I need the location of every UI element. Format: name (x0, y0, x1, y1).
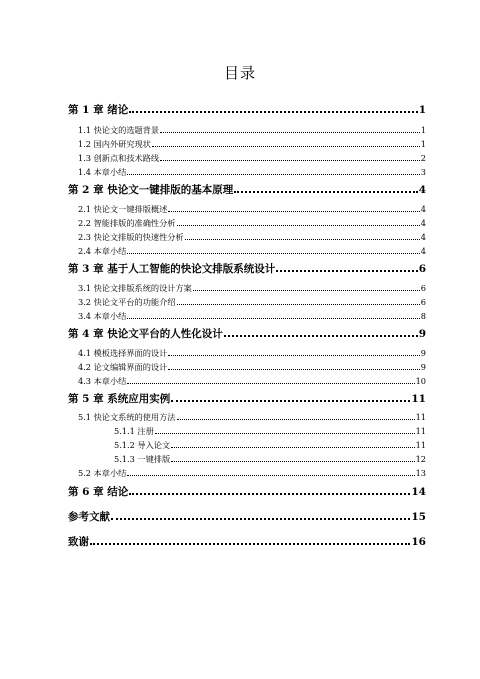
toc-entry[interactable] (68, 283, 426, 294)
toc-entry[interactable] (68, 454, 426, 465)
toc-entry-label: 1.4 本章小结 (78, 167, 127, 177)
dot-leader (171, 392, 410, 402)
toc-entry[interactable] (68, 412, 426, 423)
dot-leader (177, 412, 415, 420)
dot-leader (193, 283, 420, 291)
dot-leader (155, 426, 415, 434)
dot-leader (129, 103, 417, 113)
dot-leader (127, 167, 419, 175)
toc-entry[interactable] (68, 246, 426, 257)
toc-entry[interactable] (68, 509, 426, 524)
toc-entry[interactable] (68, 311, 426, 322)
toc-entry[interactable] (68, 484, 426, 499)
toc-entry-page: 11 (415, 426, 426, 436)
toc-entry-page: 1 (420, 125, 426, 135)
dot-leader (152, 139, 420, 147)
toc-entry-label: 5.1.1 注册 (114, 426, 154, 436)
toc-entry[interactable] (68, 153, 426, 164)
dot-leader (177, 297, 420, 305)
dot-leader (160, 153, 420, 161)
toc-entry-label: 4.2 论文编辑界面的设计 (78, 362, 168, 372)
toc-entry-label: 第 6 章 结论 (68, 486, 129, 498)
toc-entry-label: 5.1.2 导入论文 (114, 440, 171, 450)
toc-entry[interactable] (68, 326, 426, 341)
dot-leader (127, 311, 419, 319)
dot-leader (168, 348, 419, 356)
toc-entry-page: 2 (420, 153, 426, 163)
toc-entry-page: 6 (420, 297, 426, 307)
toc-entry[interactable] (68, 362, 426, 373)
toc-entry-page: 11 (415, 412, 426, 422)
toc-entry-page: 10 (415, 376, 426, 386)
toc-entry-label: 参考文献 (68, 511, 110, 523)
toc-entry[interactable] (68, 204, 426, 215)
toc-entry-page: 4 (418, 184, 426, 196)
dot-leader (234, 183, 417, 193)
toc-entry-page: 1 (418, 104, 426, 116)
toc-entry[interactable] (68, 167, 426, 178)
toc-entry-label: 第 3 章 基于人工智能的快论文排版系统设计 (68, 263, 276, 275)
toc-entry[interactable] (68, 468, 426, 479)
toc-entry-page: 16 (411, 536, 426, 548)
toc-entry-page: 14 (411, 486, 426, 498)
toc-entry-page: 4 (420, 246, 426, 256)
toc-entry-page: 9 (420, 362, 426, 372)
toc-entry[interactable] (68, 261, 426, 276)
dot-leader (90, 535, 410, 545)
toc-entry-label: 1.2 国内外研究现状 (78, 139, 151, 149)
toc-entry[interactable] (68, 102, 426, 117)
toc-entry-page: 6 (420, 283, 426, 293)
toc-entry-label: 第 1 章 绪论 (68, 104, 129, 116)
page-title: 目录 (223, 64, 256, 82)
toc-entry[interactable] (68, 440, 426, 451)
toc-entry-label: 3.1 快论文排版系统的设计方案 (78, 283, 192, 293)
dot-leader (171, 440, 414, 448)
toc-entry-label: 4.1 模板选择界面的设计 (78, 348, 168, 358)
toc-entry-label: 第 5 章 系统应用实例 (68, 393, 171, 405)
toc-entry-label: 2.3 快论文排版的快速性分析 (78, 232, 184, 242)
toc-entry-page: 9 (420, 348, 426, 358)
toc-entry-label: 4.3 本章小结 (78, 376, 127, 386)
toc-entry-label: 2.1 快论文一键排版概述 (78, 204, 168, 214)
toc-entry[interactable] (68, 534, 426, 549)
toc-entry-label: 1.3 创新点和技术路线 (78, 153, 160, 163)
dot-leader (276, 262, 417, 272)
dot-leader (224, 327, 418, 337)
dot-leader (160, 125, 420, 133)
toc-entry-page: 4 (420, 232, 426, 242)
toc-entry-label: 1.1 快论文的选题背景 (78, 125, 160, 135)
toc-entry-page: 11 (411, 393, 426, 405)
dot-leader (168, 362, 419, 370)
toc-entry[interactable] (68, 297, 426, 308)
dot-leader (171, 454, 414, 462)
dot-leader (111, 510, 410, 520)
toc-entry-page: 8 (420, 311, 426, 321)
dot-leader (127, 376, 414, 384)
toc-entry[interactable] (68, 139, 426, 150)
dot-leader (185, 232, 420, 240)
toc-entry-label: 第 4 章 快论文平台的人性化设计 (68, 328, 223, 340)
toc-entry-page: 12 (415, 454, 426, 464)
toc-entry-page: 15 (411, 511, 426, 523)
toc-entry-label: 第 2 章 快论文一键排版的基本原理 (68, 184, 234, 196)
toc-entry[interactable] (68, 376, 426, 387)
toc-entry-label: 5.1 快论文系统的使用方法 (78, 412, 176, 422)
dot-leader (168, 204, 419, 212)
dot-leader (177, 218, 420, 226)
toc-entry-label: 5.2 本章小结 (78, 468, 127, 478)
toc-entry-page: 3 (420, 167, 426, 177)
dot-leader (127, 468, 414, 476)
toc-entry-page: 11 (415, 440, 426, 450)
toc-entry[interactable] (68, 182, 426, 197)
toc-entry[interactable] (68, 348, 426, 359)
toc-entry-label: 5.1.3 一键排版 (114, 454, 171, 464)
toc-entry-page: 13 (415, 468, 426, 478)
toc-entry-label: 3.2 快论文平台的功能介绍 (78, 297, 176, 307)
toc-entry-label: 2.2 智能排版的准确性分析 (78, 218, 176, 228)
toc-entry[interactable] (68, 218, 426, 229)
toc-entry[interactable] (68, 125, 426, 136)
toc-entry[interactable] (68, 391, 426, 406)
toc-entry-page: 4 (420, 218, 426, 228)
toc-entry-label: 3.4 本章小结 (78, 311, 127, 321)
dot-leader (129, 485, 410, 495)
toc-entry-label: 2.4 本章小结 (78, 246, 127, 256)
dot-leader (127, 246, 419, 254)
toc-entry-page: 6 (418, 263, 426, 275)
toc-entry-page: 9 (418, 328, 426, 340)
toc-entry[interactable] (68, 232, 426, 243)
toc-entry-page: 1 (420, 139, 426, 149)
toc-entry[interactable] (68, 426, 426, 437)
toc-entry-page: 4 (420, 204, 426, 214)
toc-entry-label: 致谢 (68, 536, 89, 548)
